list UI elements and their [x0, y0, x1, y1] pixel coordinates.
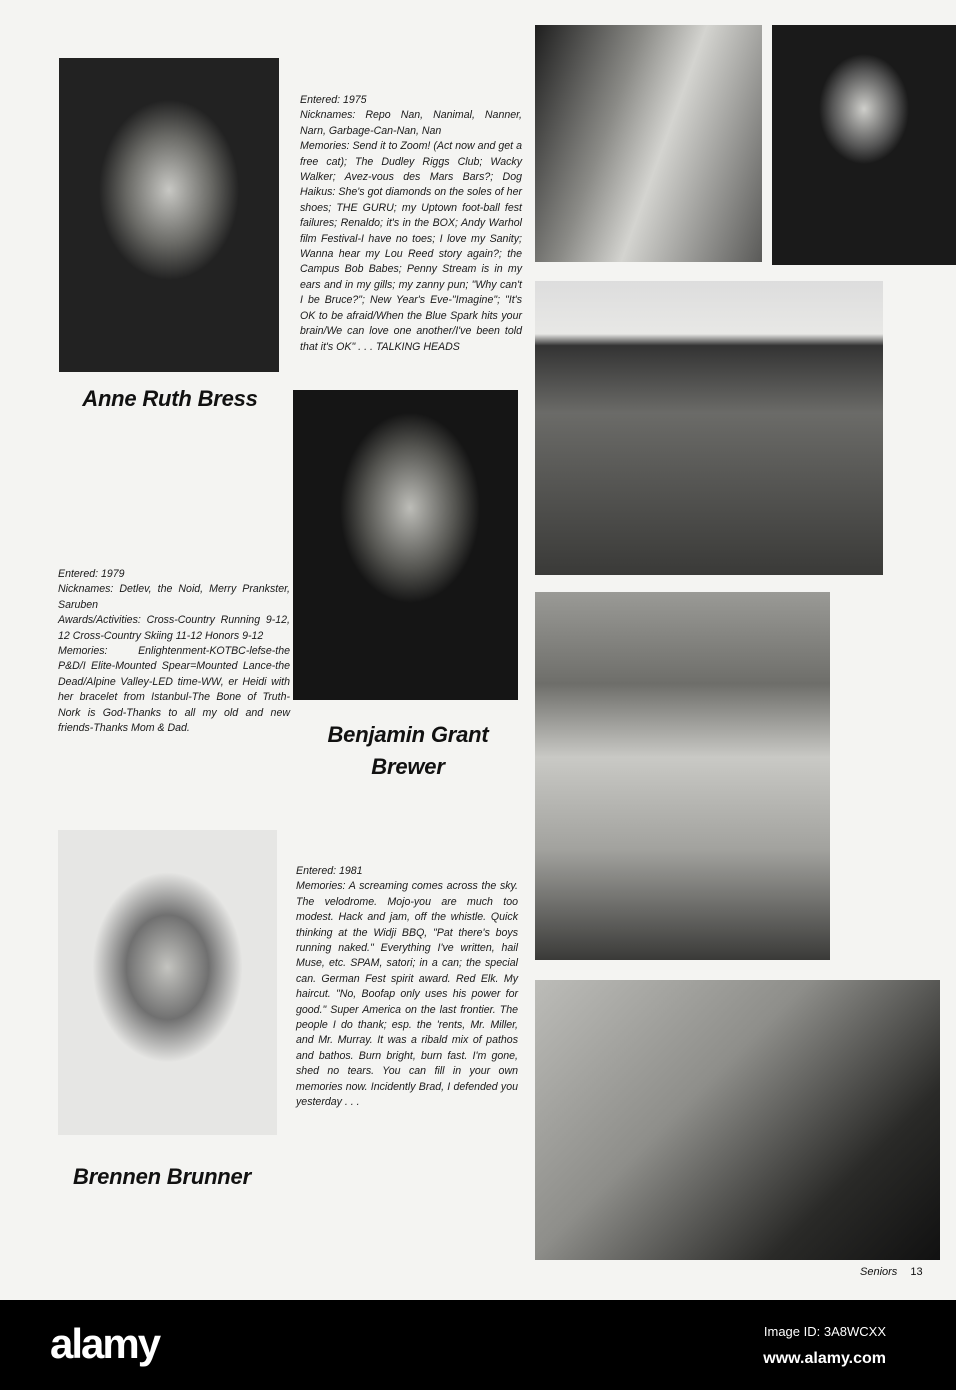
site-url: www.alamy.com — [763, 1350, 886, 1367]
portrait-anne-ruth-bress — [59, 58, 279, 372]
page-footer — [860, 1266, 923, 1278]
image-id: Image ID: 3A8WCXX — [763, 1324, 886, 1339]
awards-activities: Awards/Activities: Cross-Country Running 9-12, 12 Cross-Country Skiing 11-12 Honors 9-12 — [58, 614, 290, 642]
student-name — [293, 719, 523, 783]
entered-year: Entered: 1979 — [58, 568, 125, 580]
photo-smiling-girl — [772, 25, 956, 265]
bio-benjamin-grant-brewer — [58, 567, 290, 736]
photo-cows-field — [535, 281, 883, 575]
photo-runner — [535, 592, 830, 960]
watermark-bar — [0, 1300, 956, 1390]
bio-brennen-brunner — [296, 864, 518, 1111]
alamy-logo: alamy — [50, 1320, 160, 1367]
student-name: Brennen Brunner — [73, 1164, 251, 1189]
portrait-benjamin-grant-brewer — [293, 390, 518, 700]
memories: Memories: Enlightenment-KOTBC-lefse-the P&D/I Elite-Mounted Spear=Mounted Lance-the Dead/Alpine Valley-LED time-WW, er Heidi with her bracelet from Istanbul-The Bone of Truth-Nork is God-Thanks to all my old and new friends-Thanks Mom & Dad. — [58, 645, 290, 735]
bio-anne-ruth-bress — [300, 93, 522, 355]
section-label: Seniors — [860, 1266, 898, 1278]
entered-year: Entered: 1981 — [296, 865, 363, 877]
portrait-brennen-brunner — [58, 830, 277, 1135]
student-name-line1: Benjamin Grant — [327, 722, 489, 747]
photo-closeup-face — [535, 25, 762, 262]
photo-table-crumbs — [535, 980, 940, 1260]
entered-year: Entered: 1975 — [300, 94, 367, 106]
page-number: 13 — [910, 1266, 923, 1278]
nicknames: Nicknames: Detlev, the Noid, Merry Prankster, Saruben — [58, 583, 290, 611]
nicknames: Nicknames: Repo Nan, Nanimal, Nanner, Narn, Garbage-Can-Nan, Nan — [300, 109, 522, 137]
student-name-line2: Brewer — [371, 754, 445, 779]
student-name: Anne Ruth Bress — [82, 386, 258, 411]
memories: Memories: A screaming comes across the sky. The velodrome. Mojo-you are much too modest. Hack and jam, off the whistle. Quick thinking at the Widji BBQ, "Pat there's boys running naked." Everything I've written, hail Muse, etc. SPAM, satori; in a can; the special can. German Fest spirit award. Red Elk. My haircut. "No, Boofap only uses his power for good." Super America on the last frontier. The people I do thank; esp. the 'rents, Mr. Miller, and Mr. Murray. It was a ribald mix of pathos and bathos. Burn bright, burn fast. I'm gone, shed no tears. You can fill in your own memories now. Incidently Brad, I defended you yesterday . . . — [296, 880, 518, 1109]
memories: Memories: Send it to Zoom! (Act now and get a free cat); The Dudley Riggs Club; Wacky Walker; Avez-vous des Mars Bars?; Dog Haikus: She's got diamonds on the soles of her shoes; THE GURU; my Uptown foot-ball fest failures; Renaldo; it's in the BOX; Andy Warhol film Festival-I have no toes; I love my Sanity; Wanna hear my Lou Reed story again?; the Campus Bob Babes; Penny Stream is in my ears and in my gills; my zanny pun; "Why can't I be Bruce?"; New Year's Eve-"Imagine"; "It's OK to be afraid/When the Blue Spark hits your brain/We can love one another/I've been told that it's OK" . . . TALKING HEADS — [300, 140, 522, 353]
